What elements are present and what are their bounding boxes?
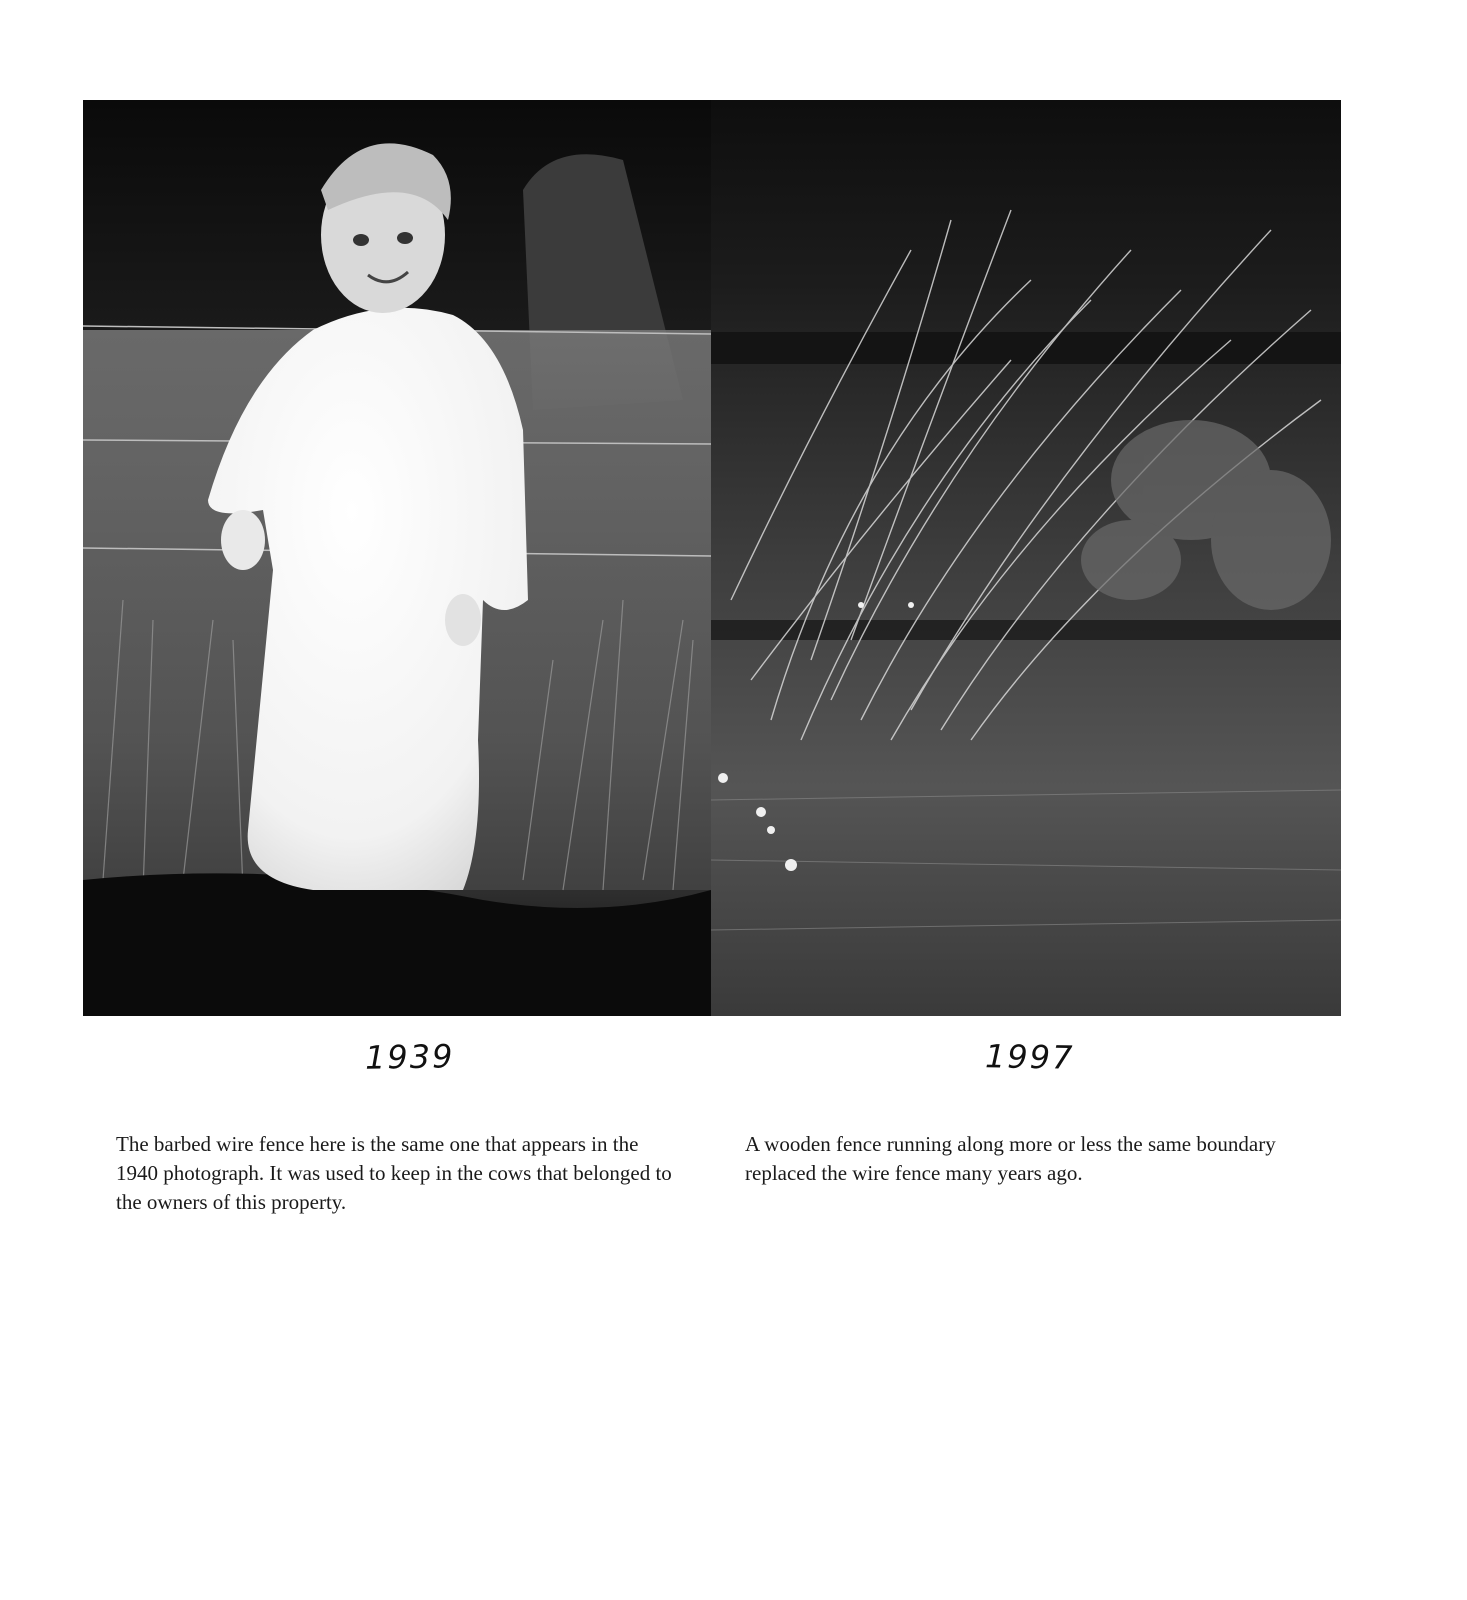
photo-1997-image bbox=[711, 100, 1341, 1016]
photo-1939 bbox=[83, 100, 711, 1016]
photo-1939-image bbox=[83, 100, 711, 1016]
caption-1997: A wooden fence running along more or less the same boundary replaced the wire fence many years ago. bbox=[745, 1132, 1276, 1185]
year-label-1939: 1939 bbox=[364, 1037, 455, 1077]
photo-1997 bbox=[711, 100, 1341, 1016]
caption-1939: The barbed wire fence here is the same one that appears in the 1940 photograph. It was used to keep in the cows that belonged to the owners of this property. bbox=[116, 1132, 672, 1214]
year-label-1997: 1997 bbox=[984, 1037, 1075, 1077]
